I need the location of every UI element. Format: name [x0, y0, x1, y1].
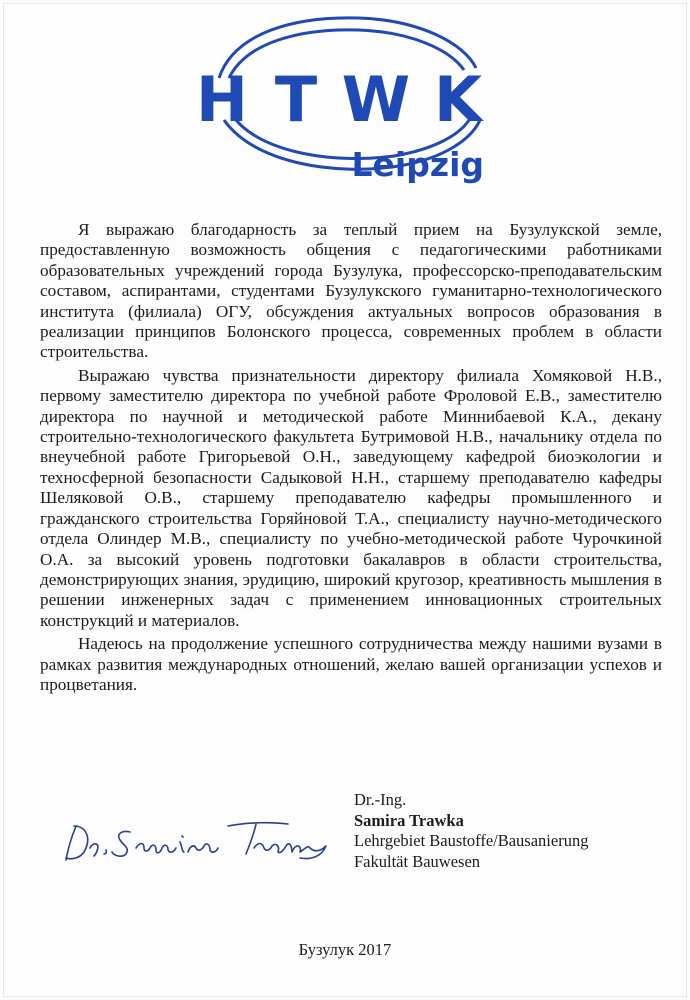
signer-title: Dr.-Ing. — [354, 790, 407, 809]
logo-letter-t: T — [274, 63, 318, 136]
htwk-leipzig-logo — [184, 8, 494, 188]
signature-block — [354, 790, 588, 872]
paragraph-acknowledgements: Выражаю чувства признательности директору филиала Хомяковой Н.В., первому заместителю директора по учебной работе Фроловой Е.В., заместителю директора по научной и методической работе Миннибаевой К.А., декану строительно-технологического факультета Бутримовой Н.В., начальнику отдела по внеучебной работе Григорьевой О.Н., заведующему кафедрой биоэкологии и техносферной безопасности Садыковой Н.Н., старшему преподавателю кафедры Шеляковой О.В., старшему преподавателю кафедры промышленного и гражданского строительства Горяйновой Т.А., специалисту научно-методического отдела Олиндер М.В., специалисту по учебно-методической работе Чурочкиной О.А. за высокий уровень подготовки бакалавров в области строительства, демонстрирующих знания, эрудицию, широкий кругозор, креативность мышления в решении инженерных задач с применением инновационных строительных конструкций и материалов. — [40, 365, 662, 630]
logo-city: Leipzig — [351, 145, 484, 184]
letter-body — [40, 220, 662, 698]
paragraph-closing: Надеюсь на продолжение успешного сотрудничества между нашими вузами в рамках развития международных отношений, желаю вашей организации успехов и процветания. — [40, 634, 662, 694]
handwritten-signature — [52, 812, 342, 872]
place-and-date: Бузулук 2017 — [298, 940, 392, 959]
signer-faculty: Fakultät Bauwesen — [354, 851, 481, 871]
paragraph-gratitude: Я выражаю благодарность за теплый прием на Бузулукской земле, предоставленную возможность общения с педагогическими работниками образовательных учреждений города Бузулука, профессорско-преподавательским составом, аспирантами, студентами Бузулукского гуманитарно-технологического института (филиала) ОГУ, обсуждения актуальных вопросов образования в реализации принципов Болонского процесса, современных проблем в области строительства. — [40, 220, 662, 362]
signer-department: Lehrgebiet Baustoffe/Bausanierung — [354, 831, 589, 850]
logo-letter-w: W — [341, 63, 411, 136]
signer-name: Samira Trawka — [354, 810, 464, 830]
logo-letter-h: H — [196, 63, 248, 136]
logo-letter-k: K — [433, 63, 483, 136]
